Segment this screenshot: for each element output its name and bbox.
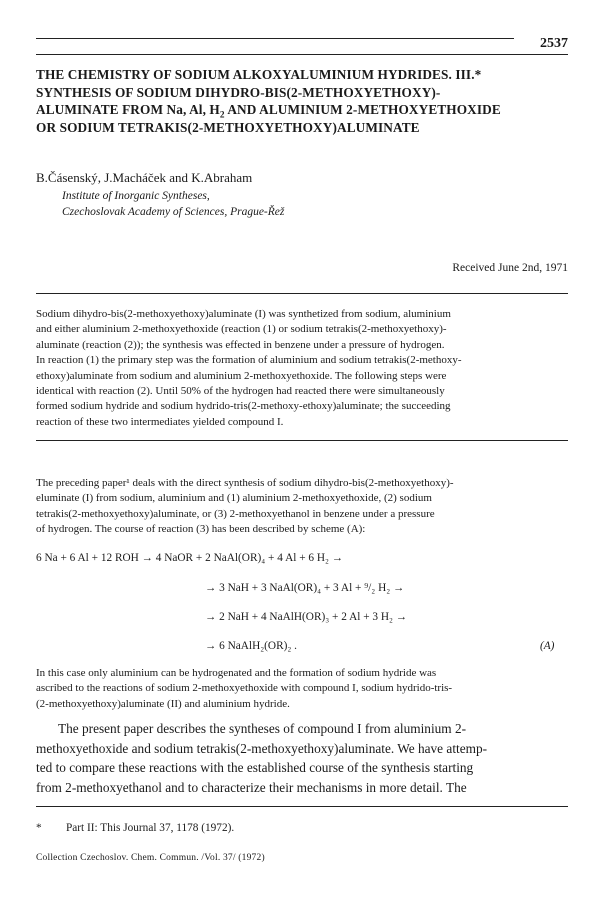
intro-line: of hydrogen. The course of reaction (3) has been described by scheme (A): xyxy=(36,522,366,535)
abstract-line: reaction of these two intermediates yielded compound I. xyxy=(36,415,284,428)
abstract-bottom-rule xyxy=(36,440,568,441)
title-line-2: SYNTHESIS OF SODIUM DIHYDRO-BIS(2-METHOXYETHOXY)- xyxy=(36,84,441,100)
abstract-line: formed sodium hydride and sodium hydrido-tris(2-methoxy-ethoxy)aluminate; the succeeding xyxy=(36,400,451,413)
paragraph-line: (2-methoxyethoxy)aluminate (II) and aluminium hydride. xyxy=(36,697,290,710)
abstract-line: and either aluminium 2-methoxyethoxide (reaction (1) or sodium tetrakis(2-methoxyethoxy)- xyxy=(36,323,447,336)
paragraph-line: The present paper describes the syntheses of compound I from aluminium 2- xyxy=(58,721,467,736)
footnote xyxy=(36,822,234,834)
footnote-marker: * xyxy=(36,822,42,834)
header-rule xyxy=(36,54,568,55)
abstract-line: aluminate (reaction (2)); the synthesis was effected in benzene under a pressure of hydrogen. xyxy=(36,338,445,351)
intro-line: tetrakis(2-methoxyethoxy)aluminate, or (3) 2-methoxyethanol in benzene under a pressure xyxy=(36,507,435,520)
footnote-rule xyxy=(36,806,568,807)
abstract-line: Sodium dihydro-bis(2-methoxyethoxy)aluminate (I) was synthetized from sodium, aluminium xyxy=(36,308,451,320)
paragraph-line: methoxyethoxide and sodium tetrakis(2-methoxyethoxy)aluminate. We have attemp- xyxy=(36,740,488,756)
affiliation xyxy=(62,189,284,220)
abstract-line: In reaction (1) the primary step was the formation of aluminium and sodium tetrakis(2-methoxy- xyxy=(36,354,462,367)
article-title xyxy=(36,66,576,136)
scheme-label: (A) xyxy=(540,640,555,652)
journal-footer: Collection Czechoslov. Chem. Commun. /Vol. 37/ (1972) xyxy=(36,853,265,863)
scheme-row-1: 6 Na + 6 Al + 12 ROH → 4 NaOR + 2 NaAl(OR)₄ + 4 Al + 6 H₂ → xyxy=(36,552,344,564)
intro-paragraph xyxy=(36,476,568,537)
abstract-line: ethoxy)aluminate from sodium and aluminium 2-methoxyethoxide. The following steps were xyxy=(36,369,447,382)
paragraph-line: ascribed to the reactions of sodium 2-methoxyethoxide with compound I, sodium hydrido-tris- xyxy=(36,682,453,695)
paragraph-line: ted to compare these reactions with the established course of the synthesis starting xyxy=(36,760,474,775)
paragraph-3 xyxy=(36,719,568,797)
intro-line: The preceding paper¹ deals with the direct synthesis of sodium dihydro-bis(2-methoxyethoxy)- xyxy=(36,477,454,489)
page-number: 2537 xyxy=(540,36,568,51)
intro-line: eluminate (I) from sodium, aluminium and (1) aluminium 2-methoxyethoxide, (2) sodium xyxy=(36,492,432,505)
title-line-1: THE CHEMISTRY OF SODIUM ALKOXYALUMINIUM HYDRIDES. III.* xyxy=(36,67,482,82)
affiliation-line-2: Czechoslovak Academy of Sciences, Prague-Řež xyxy=(62,205,285,218)
received-date: Received June 2nd, 1971 xyxy=(452,262,568,274)
abstract-top-rule xyxy=(36,293,568,294)
footnote-text: Part II: This Journal 37, 1178 (1972). xyxy=(66,822,235,834)
scheme-row-2: → 3 NaH + 3 NaAl(OR)₄ + 3 Al + ⁹/₂ H₂ → xyxy=(205,582,405,594)
header-rule-left xyxy=(36,38,514,39)
authors: B.Čásenský, J.Macháček and K.Abraham xyxy=(36,170,253,185)
abstract xyxy=(36,307,568,430)
abstract-line: identical with reaction (2). Until 50% of the hydrogen had reacted there were simultaneously xyxy=(36,385,445,398)
paragraph-2 xyxy=(36,666,568,712)
paragraph-line: from 2-methoxyethanol and to characterize their mechanisms in more detail. The xyxy=(36,779,467,795)
scheme-row-4: → 6 NaAlH₂(OR)₂ . xyxy=(205,640,297,652)
scheme-row-3: → 2 NaH + 4 NaAlH(OR)₃ + 2 Al + 3 H₂ → xyxy=(205,611,408,623)
title-line-3: ALUMINATE FROM Na, Al, $H_2$ AND ALUMINIUM 2-METHOXYETHOXIDE xyxy=(36,102,501,121)
affiliation-line-1: Institute of Inorganic Syntheses, xyxy=(62,190,210,202)
paragraph-line: In this case only aluminium can be hydrogenated and the formation of sodium hydride was xyxy=(36,667,437,679)
title-line-4: OR SODIUM TETRAKIS(2-METHOXYETHOXY)ALUMINATE xyxy=(36,119,420,135)
